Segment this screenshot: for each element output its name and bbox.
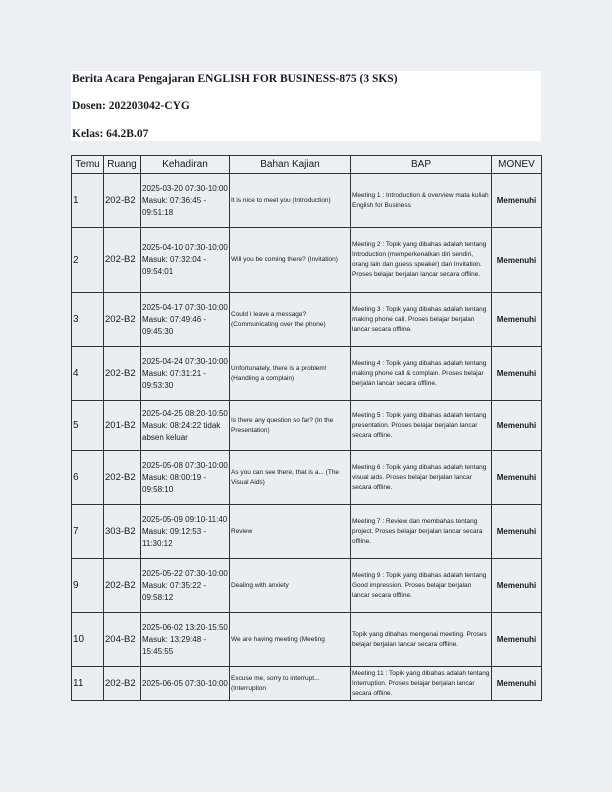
attendance [141,559,230,613]
attendance [141,228,230,293]
topic: Is there any question so far? (In the Presentation) [230,401,351,451]
schedule-time: 2025-04-24 07:30-10:00 [142,356,228,366]
room: 202-B2 [104,347,141,401]
attendance [141,401,230,451]
topic: Could I leave a message? (Communicating over the phone) [230,293,351,347]
schedule-time: 2025-04-25 08:20-10:50 [142,408,228,418]
meeting-number: 3 [72,293,104,347]
attendance-table [71,155,542,701]
table-row [72,347,542,401]
bap-notes: Meeting 6 : Topik yang dibahas adalah tentang visual aids. Proses belajar berjalan lancar secara offline. [351,451,492,505]
schedule-time: 2025-06-02 13:20-15:50 [142,622,228,632]
schedule-time: 2025-04-17 07:30-10:00 [142,302,228,312]
table-header-row [72,156,542,174]
monev-status: Memenuhi [492,174,542,228]
bap-notes: Meeting 2 : Topik yang dibahas adalah tentang Introduction (memperkenalkan diri sendiri, orang lain dan guess speaker) dan Invitation. Proses belajar berjalan lancar secara offline. [351,228,492,293]
schedule-time: 2025-03-20 07:30-10:00 [142,183,228,193]
monev-status: Memenuhi [492,401,542,451]
check-in-time: Masuk: 08:00:19 - 09:58:10 [142,472,207,494]
meeting-number: 6 [72,451,104,505]
monev-status: Memenuhi [492,505,542,559]
monev-status: Memenuhi [492,667,542,701]
schedule-time: 2025-05-09 09:10-11:40 [142,514,228,524]
room: 303-B2 [104,505,141,559]
room: 202-B2 [104,228,141,293]
meeting-number: 5 [72,401,104,451]
bap-notes: Meeting 5 : Topik yang dibahas adalah tentang presentation. Proses belajar berjalan lancar secara offline. [351,401,492,451]
lecturer-label: Dosen: 202203042-CYG [72,100,190,112]
monev-status: Memenuhi [492,347,542,401]
check-in-time: Masuk: 07:35:22 - 09:58:12 [142,580,207,602]
monev-status: Memenuhi [492,228,542,293]
bap-notes: Meeting 4 : Topik yang dibahas adalah tentang making phone call & complain. Proses belajar berjalan lancar secara offline. [351,347,492,401]
room: 202-B2 [104,451,141,505]
check-in-time: Masuk: 09:12:53 - 11:30:12 [142,526,207,548]
table-row [72,174,542,228]
topic: We are having meeting (Meeting [230,613,351,667]
meeting-number: 4 [72,347,104,401]
bap-notes: Meeting 3 : Topik yang dibahas adalah tentang making phone call. Proses belajar berjalan lancar secara offline. [351,293,492,347]
attendance [141,613,230,667]
bap-notes: Topik yang dibahas mengenai meeting. Proses belajar berjalan lancar secara offline. [351,613,492,667]
topic: Will you be coming there? (Invitation) [230,228,351,293]
topic: Dealing with anxiety [230,559,351,613]
room: 202-B2 [104,293,141,347]
attendance [141,347,230,401]
bap-notes: Meeting 11 : Topik yang dibahas adalah tentang Interruption. Proses belajar berjalan lancar secara offline. [351,667,492,701]
meeting-number: 10 [72,613,104,667]
schedule-time: 2025-05-22 07:30-10:00 [142,568,228,578]
schedule-time: 2025-05-08 07:30-10:00 [142,460,228,470]
topic: Excuse me, sorry to interrupt... (Interruption [230,667,351,701]
room: 201-B2 [104,401,141,451]
attendance [141,451,230,505]
attendance [141,174,230,228]
table-row [72,613,542,667]
document-header [71,71,541,141]
topic: As you can see there, that is a... (The Visual Aids) [230,451,351,505]
topic: Review [230,505,351,559]
monev-status: Memenuhi [492,293,542,347]
room: 202-B2 [104,559,141,613]
meeting-number: 9 [72,559,104,613]
meeting-number: 1 [72,174,104,228]
table-row [72,228,542,293]
schedule-time: 2025-04-10 07:30-10:00 [142,243,228,252]
table-row [72,293,542,347]
room: 202-B2 [104,667,141,701]
check-in-time: Masuk: 13:29:48 - 15:45:55 [142,634,207,656]
attendance [141,667,230,701]
col-header-bahan-kajian: Bahan Kajian [230,156,351,174]
meeting-number: 2 [72,228,104,293]
schedule-time: 2025-06-05 07:30-10:00 [142,678,228,688]
col-header-ruang: Ruang [104,156,141,174]
meeting-number: 7 [72,505,104,559]
topic: Unfortunately, there is a problem! (Handling a complain) [230,347,351,401]
table-row [72,505,542,559]
monev-status: Memenuhi [492,451,542,505]
check-in-time: Masuk: 07:36:45 - 09:51:18 [142,195,207,217]
col-header-temu: Temu [72,156,104,174]
attendance [141,293,230,347]
bap-notes: Meeting 7 : Review dan membahas tentang project. Proses belajar berjalan lancar secara offline. [351,505,492,559]
check-in-time: Masuk: 08:24:22 tidak absen keluar [142,420,221,442]
bap-notes: Meeting 1 : Introduction & overview mata kuliah English for Business [351,174,492,228]
check-in-time: Masuk: 07:49:46 - 09:45:30 [142,314,207,336]
col-header-monev: MONEV [492,156,542,174]
check-in-time: Masuk: 07:32:04 - 09:54:01 [142,255,207,276]
table-row [72,451,542,505]
room: 202-B2 [104,174,141,228]
table-row [72,667,542,701]
table-row [72,401,542,451]
class-label: Kelas: 64.2B.07 [72,128,149,140]
monev-status: Memenuhi [492,613,542,667]
monev-status: Memenuhi [492,559,542,613]
meeting-number: 11 [72,667,104,701]
bap-notes: Meeting 9 : Topik yang dibahas adalah tentang Good impression. Proses belajar berjalan lancar secara offline. [351,559,492,613]
document-title: Berita Acara Pengajaran ENGLISH FOR BUSINESS-875 (3 SKS) [72,73,398,85]
col-header-bap: BAP [351,156,492,174]
room: 204-B2 [104,613,141,667]
attendance [141,505,230,559]
check-in-time: Masuk: 07:31:21 - 09:53:30 [142,368,207,390]
topic: It is nice to meet you (Introduction) [230,174,351,228]
col-header-kehadiran: Kehadiran [141,156,230,174]
table-row [72,559,542,613]
